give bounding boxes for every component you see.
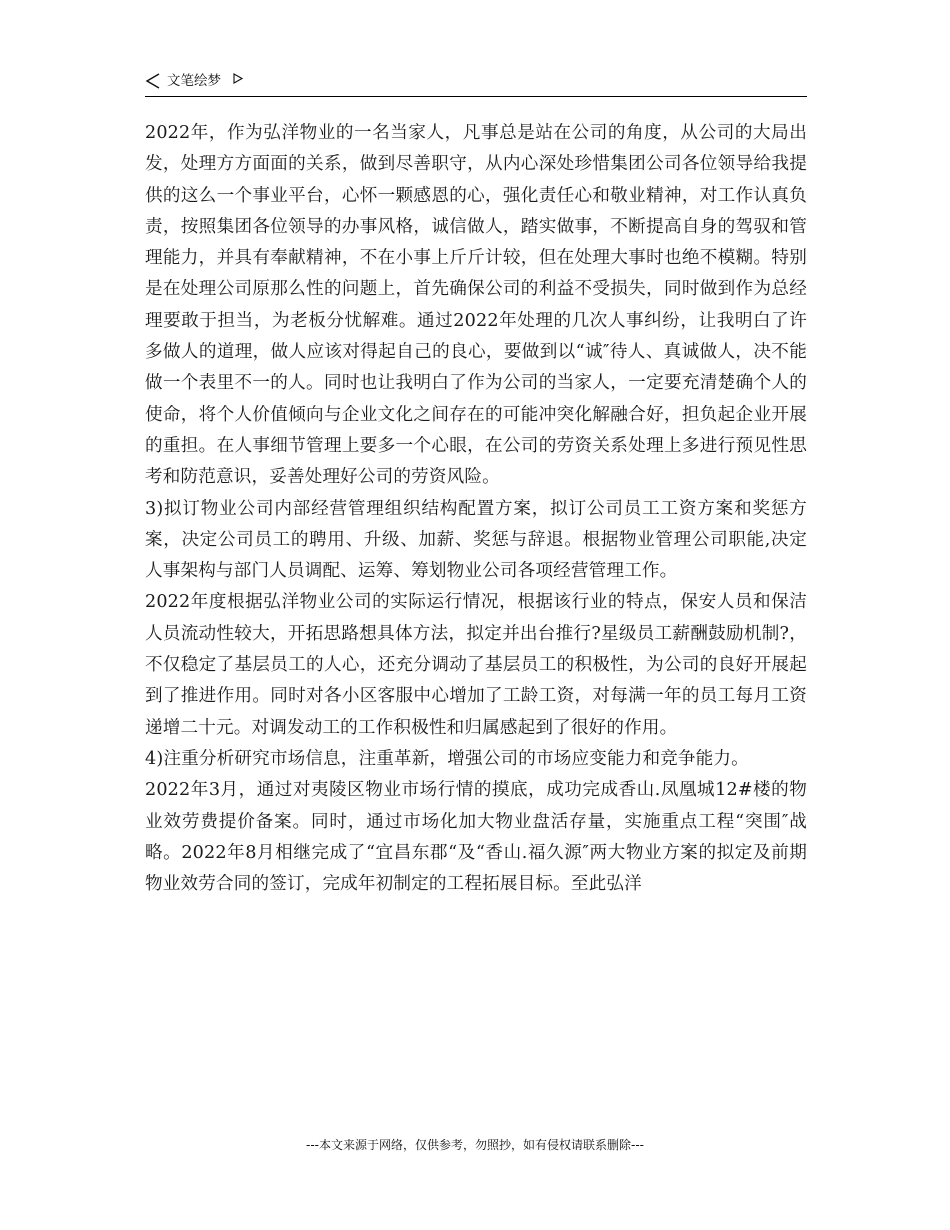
paragraph-4: 4)注重分析研究市场信息，注重革新，增强公司的市场应变能力和竞争能力。	[145, 748, 749, 769]
paragraph-1: 2022年，作为弘洋物业的一名当家人，凡事总是站在公司的角度，从公司的大局出发，处理方方面面的关系，做到尽善职守，从内心深处珍惜集团公司各位领导给我提供的这么一个事业平台，心怀一颗感恩的心，强化责任心和敬业精神，对工作认真负责，按照集团各位领导的办事风格，诚信做人，踏实做事，不断提高自身的驾驭和管理能力，并具有奉献精神，不在小事上斤斤计较，但在处理大事时也绝不模糊。特别是在处理公司原那么性的问题上，首先确保公司的利益不受损失，同时做到作为总经理要敢于担当，为老板分忧解难。通过2022年处理的几次人事纠纷，让我明白了许多做人的道理，做人应该对得起自己的良心，要做到以“诚″待人、真诚做人，决不能做一个表里不一的人。同时也让我明白了作为公司的当家人，一定要充清楚确个人的使命，将个人价值倾向与企业文化之间存在的可能冲突化解融合好，担负起企业开展的重担。在人事细节管理上要多一个心眼，在公司的劳资关系处理上多进行预见性思考和防范意识，妥善处理好公司的劳资风险。	[145, 123, 807, 488]
paragraph-5: 2022年3月，通过对夷陵区物业市场行情的摸底，成功完成香山.凤凰城12#楼的物业效劳费提价备案。同时，通过市场化加大物业盘活存量，实施重点工程“突围″战略。2022年8月相继完成了“宜昌东郡“及“香山.福久源″两大物业方案的拟定及前期物业效劳合同的签订，完成年初制定的工程拓展目标。至此弘洋	[145, 780, 807, 895]
paragraph-3: 2022年度根据弘洋物业公司的实际运行情况，根据该行业的特点，保安人员和保洁人员流动性较大，开拓思路想具体方法，拟定并出台推行?星级员工薪酬鼓励机制?，不仅稳定了基层员工的人心，还充分调动了基层员工的积极性，为公司的良好开展起到了推进作用。同时对各小区客服中心增加了工龄工资，对每满一年的员工每月工资递增二十元。对调发动工的工作积极性和归属感起到了很好的作用。	[145, 592, 807, 738]
left-triangle-arrow-icon	[145, 72, 161, 90]
footer-notice: ---本文来源于网络，仅供参考，勿照抄，如有侵权请联系删除---	[306, 1138, 644, 1152]
page-header	[145, 70, 807, 97]
right-triangle-arrow-icon	[232, 72, 244, 85]
paragraph-2: 3)拟订物业公司内部经营管理组织结构配置方案，拟订公司员工工资方案和奖惩方案，决定公司员工的聘用、升级、加薪、奖惩与辞退。根据物业管理公司职能,决定人事架构与部门人员调配、运筹、筹划物业公司各项经营管理工作。	[145, 498, 807, 582]
document-body	[145, 118, 807, 900]
header-brand: 文笔绘梦	[167, 73, 221, 89]
